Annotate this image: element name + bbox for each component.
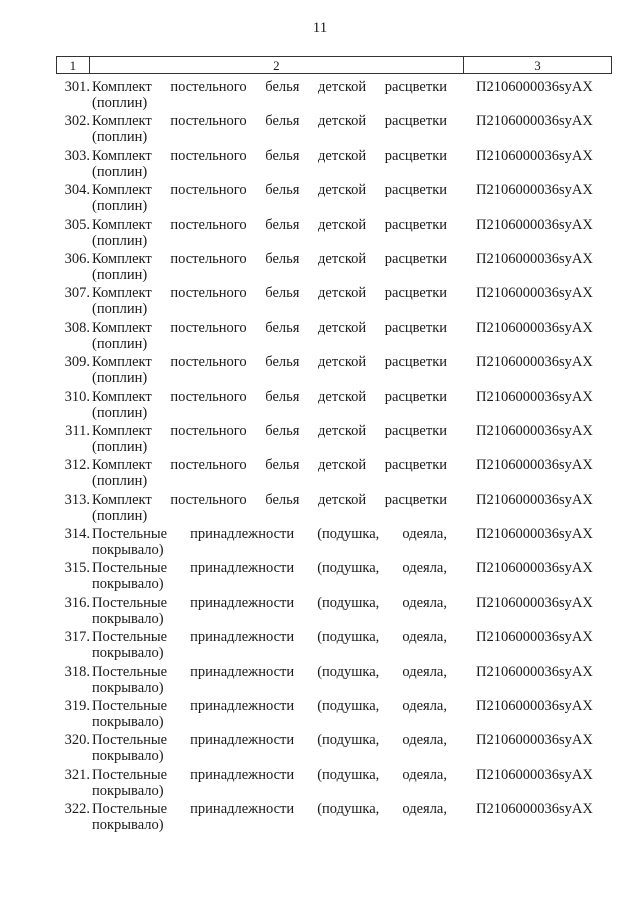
item-description-line1: Постельные принадлежности (подушка, одеяла, xyxy=(92,560,447,577)
item-description-line1: Комплект постельного белья детской расцветки xyxy=(92,250,447,267)
item-description-line2: (поплин) xyxy=(92,335,148,352)
item-code: П2106000036syAX xyxy=(476,285,593,302)
item-number: 310. xyxy=(64,388,90,405)
item-description-line2: (поплин) xyxy=(92,129,148,146)
item-code: П2106000036syAX xyxy=(476,732,593,749)
page-number: 11 xyxy=(312,20,328,36)
list-item xyxy=(56,217,612,251)
list-item xyxy=(56,285,612,319)
item-code: П2106000036syAX xyxy=(476,182,593,199)
item-number: 304. xyxy=(64,182,90,199)
item-description-line1: Постельные принадлежности (подушка, одеяла, xyxy=(92,698,447,715)
item-number: 311. xyxy=(65,422,90,439)
item-description-line2: (поплин) xyxy=(92,507,148,524)
list-item xyxy=(56,801,612,835)
item-description-line2: (поплин) xyxy=(92,370,148,387)
column-header-2: 2 xyxy=(89,57,463,74)
item-number: 309. xyxy=(64,354,90,371)
item-number: 305. xyxy=(64,216,90,233)
item-description-line1: Постельные принадлежности (подушка, одеяла, xyxy=(92,732,447,749)
item-number: 315. xyxy=(64,560,90,577)
item-code: П2106000036syAX xyxy=(476,388,593,405)
item-description-line2: (поплин) xyxy=(92,232,148,249)
item-code: П2106000036syAX xyxy=(476,354,593,371)
list-item xyxy=(56,595,612,629)
list-item xyxy=(56,320,612,354)
list-item xyxy=(56,526,612,560)
item-description-line1: Комплект постельного белья детской расцветки xyxy=(92,79,447,95)
item-description-line1: Постельные принадлежности (подушка, одеяла, xyxy=(92,766,447,783)
item-number: 306. xyxy=(64,250,90,267)
list-item xyxy=(56,423,612,457)
item-description-line2: (поплин) xyxy=(92,473,148,490)
item-code: П2106000036syAX xyxy=(476,457,593,474)
item-number: 308. xyxy=(64,319,90,336)
list-item xyxy=(56,251,612,285)
item-list xyxy=(56,79,612,836)
item-description-line2: покрывало) xyxy=(92,817,164,834)
item-description-line2: покрывало) xyxy=(92,610,164,627)
list-item xyxy=(56,492,612,526)
item-description-line2: (поплин) xyxy=(92,438,148,455)
item-number: 314. xyxy=(64,526,90,543)
item-description-line1: Постельные принадлежности (подушка, одеяла, xyxy=(92,526,447,543)
list-item xyxy=(56,354,612,388)
list-item xyxy=(56,560,612,594)
list-item xyxy=(56,113,612,147)
item-code: П2106000036syAX xyxy=(476,698,593,715)
list-item xyxy=(56,389,612,423)
column-header-1: 1 xyxy=(57,57,90,74)
item-description-line1: Комплект постельного белья детской расцветки xyxy=(92,422,447,439)
item-number: 320. xyxy=(64,732,90,749)
item-description-line1: Комплект постельного белья детской расцветки xyxy=(92,285,447,302)
item-code: П2106000036syAX xyxy=(476,766,593,783)
item-code: П2106000036syAX xyxy=(476,79,593,95)
list-item xyxy=(56,664,612,698)
item-code: П2106000036syAX xyxy=(476,594,593,611)
item-description-line1: Комплект постельного белья детской расцветки xyxy=(92,491,447,508)
item-description-line2: (поплин) xyxy=(92,163,148,180)
column-header-3: 3 xyxy=(464,57,612,74)
item-description-line1: Постельные принадлежности (подушка, одеяла, xyxy=(92,629,447,646)
item-description-line1: Комплект постельного белья детской расцветки xyxy=(92,147,447,164)
item-description-line2: покрывало) xyxy=(92,679,164,696)
item-description-line2: покрывало) xyxy=(92,748,164,765)
item-number: 303. xyxy=(64,147,90,164)
item-description-line2: (поплин) xyxy=(92,301,148,318)
item-number: 312. xyxy=(64,457,90,474)
item-description-line1: Постельные принадлежности (подушка, одеяла, xyxy=(92,594,447,611)
item-description-line2: покрывало) xyxy=(92,576,164,593)
list-item xyxy=(56,457,612,491)
item-description-line2: покрывало) xyxy=(92,645,164,662)
item-code: П2106000036syAX xyxy=(476,250,593,267)
item-description-line2: покрывало) xyxy=(92,542,164,559)
item-description-line1: Комплект постельного белья детской расцветки xyxy=(92,457,447,474)
item-number: 307. xyxy=(64,285,90,302)
item-description-line2: покрывало) xyxy=(92,782,164,799)
item-number: 313. xyxy=(64,491,90,508)
item-code: П2106000036syAX xyxy=(476,663,593,680)
item-description-line2: (поплин) xyxy=(92,198,148,215)
item-description-line1: Комплект постельного белья детской расцветки xyxy=(92,113,447,130)
item-number: 302. xyxy=(64,113,90,130)
item-description-line1: Комплект постельного белья детской расцветки xyxy=(92,354,447,371)
item-code: П2106000036syAX xyxy=(476,147,593,164)
list-item xyxy=(56,148,612,182)
list-item xyxy=(56,182,612,216)
item-number: 316. xyxy=(64,594,90,611)
item-number: 321. xyxy=(64,766,90,783)
item-number: 319. xyxy=(64,698,90,715)
item-code: П2106000036syAX xyxy=(476,629,593,646)
list-item xyxy=(56,79,612,113)
item-description-line2: (поплин) xyxy=(92,404,148,421)
list-item xyxy=(56,629,612,663)
item-description-line1: Комплект постельного белья детской расцветки xyxy=(92,216,447,233)
item-code: П2106000036syAX xyxy=(476,526,593,543)
item-number: 317. xyxy=(64,629,90,646)
item-description-line1: Комплект постельного белья детской расцветки xyxy=(92,319,447,336)
item-description-line1: Постельные принадлежности (подушка, одеяла, xyxy=(92,801,447,818)
list-item xyxy=(56,767,612,801)
list-item xyxy=(56,732,612,766)
item-description-line2: покрывало) xyxy=(92,714,164,731)
column-header-table xyxy=(56,56,612,74)
item-number: 301. xyxy=(64,79,90,95)
item-code: П2106000036syAX xyxy=(476,560,593,577)
item-number: 318. xyxy=(64,663,90,680)
list-item xyxy=(56,698,612,732)
item-description-line2: (поплин) xyxy=(92,266,148,283)
item-description-line1: Постельные принадлежности (подушка, одеяла, xyxy=(92,663,447,680)
item-description-line2: (поплин) xyxy=(92,95,148,111)
item-description-line1: Комплект постельного белья детской расцветки xyxy=(92,182,447,199)
item-code: П2106000036syAX xyxy=(476,113,593,130)
item-code: П2106000036syAX xyxy=(476,319,593,336)
item-code: П2106000036syAX xyxy=(476,422,593,439)
item-code: П2106000036syAX xyxy=(476,216,593,233)
item-description-line1: Комплект постельного белья детской расцветки xyxy=(92,388,447,405)
item-code: П2106000036syAX xyxy=(476,491,593,508)
item-number: 322. xyxy=(64,801,90,818)
column-header-row xyxy=(57,57,612,74)
item-code: П2106000036syAX xyxy=(476,801,593,818)
